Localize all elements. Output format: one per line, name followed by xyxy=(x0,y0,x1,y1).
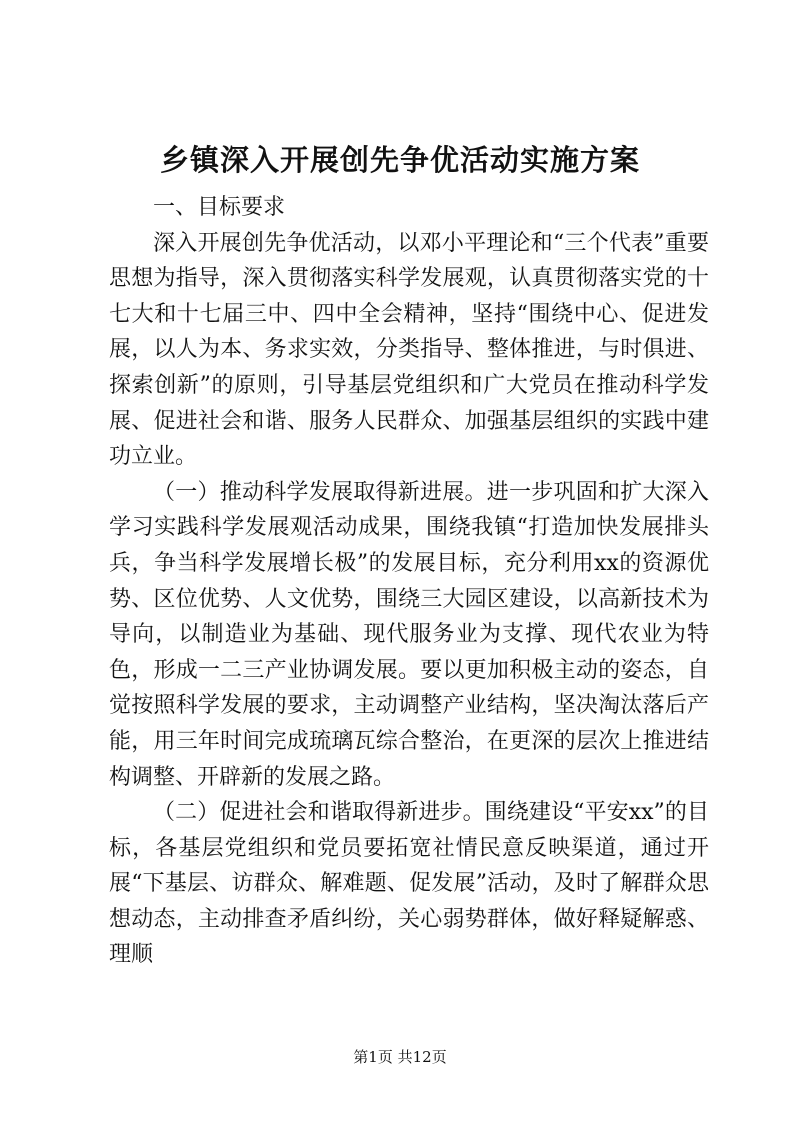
page-footer: 第1页 共12页 xyxy=(353,1048,447,1066)
paragraph: （二）促进社会和谐取得新进步。围绕建设“平安xx”的目标，各基层党组织和党员要拓宽社情民意反映渠道，通过开展“下基层、访群众、解难题、促发展”活动，及时了解群众思想动态，主动排查矛盾纠纷，关心弱势群体，做好释疑解惑、理顺 xyxy=(109,800,709,968)
document-title: 乡镇深入开展创先争优活动实施方案 xyxy=(159,143,640,177)
paragraph: 深入开展创先争优活动，以邓小平理论和“三个代表”重要思想为指导，深入贯彻落实科学发展观，认真贯彻落实党的十七大和十七届三中、四中全会精神，坚持“围绕中心、促进发展，以人为本、务求实效，分类指导、整体推进，与时俱进、探索创新”的原则，引导基层党组织和广大党员在推动科学发展、促进社会和谐、服务人民群众、加强基层组织的实践中建功立业。 xyxy=(109,230,709,470)
paragraph: （一）推动科学发展取得新进展。进一步巩固和扩大深入学习实践科学发展观活动成果，围绕我镇“打造加快发展排头兵，争当科学发展增长极”的发展目标，充分利用xx的资源优势、区位优势、人文优势，围绕三大园区建设，以高新技术为导向，以制造业为基础、现代服务业为支撑、现代农业为特色，形成一二三产业协调发展。要以更加积极主动的姿态，自觉按照科学发展的要求，主动调整产业结构，坚决淘汰落后产能，用三年时间完成琉璃瓦综合整治，在更深的层次上推进结构调整、开辟新的发展之路。 xyxy=(109,479,709,790)
section-heading: 一、目标要求 xyxy=(153,195,286,220)
document-body xyxy=(109,190,709,973)
